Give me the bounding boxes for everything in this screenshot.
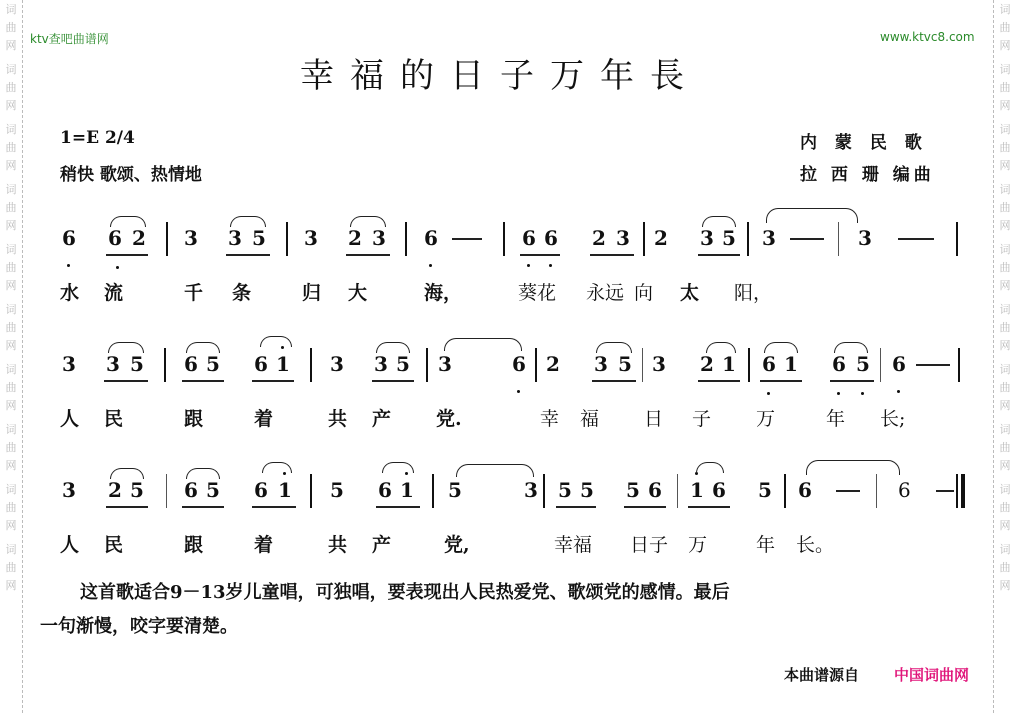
barline: [310, 348, 312, 382]
watermark-char: 词: [5, 303, 17, 316]
watermark-char: 词: [999, 3, 1011, 16]
note: 3: [762, 226, 776, 250]
barline: [432, 474, 434, 508]
lyric: 日: [644, 408, 664, 430]
barline: [643, 222, 645, 256]
eighth-underline: [372, 380, 414, 382]
watermark-char: 网: [5, 459, 17, 472]
watermark-char: 曲: [999, 81, 1011, 94]
performance-note-line-1: 这首歌适合9－13岁儿童唱，可独唱，要表现出人民热爱党、歌颂党的感情。最后: [80, 582, 730, 603]
watermark-char: 网: [999, 459, 1011, 472]
note: 6: [798, 478, 812, 502]
eighth-underline: [760, 380, 802, 382]
lyric: 万: [688, 534, 708, 556]
watermark-char: 曲: [5, 561, 17, 574]
tie: [806, 460, 900, 475]
slur: [696, 462, 724, 473]
note: 3: [438, 352, 452, 376]
eighth-underline: [346, 254, 390, 256]
tempo-expression: 稍快 歌颂、热情地: [60, 165, 202, 185]
note: 3: [106, 352, 120, 376]
performance-note: [40, 576, 980, 644]
watermark-char: 词: [5, 183, 17, 196]
lyric: 太: [680, 282, 700, 304]
lyric: 阳，: [734, 282, 773, 304]
watermark-char: 网: [999, 99, 1011, 112]
slur: [706, 342, 736, 353]
eighth-underline: [252, 506, 296, 508]
lyric: 年: [826, 408, 846, 430]
eighth-underline: [688, 506, 730, 508]
note: 3: [524, 478, 538, 502]
lyric: 海，: [424, 282, 463, 304]
slur: [834, 342, 868, 353]
note: 3: [652, 352, 666, 376]
song-arranger: 拉 西 珊 编曲: [800, 165, 935, 185]
watermark-char: 曲: [5, 381, 17, 394]
note: 2: [132, 226, 146, 250]
watermark-char: 词: [5, 3, 17, 16]
watermark-char: 词: [5, 543, 17, 556]
site-url-right: www.ktvc8.com: [880, 30, 975, 44]
watermark-char: 曲: [5, 81, 17, 94]
eighth-underline: [376, 506, 420, 508]
watermark-char: 曲: [999, 141, 1011, 154]
watermark-char: 网: [5, 39, 17, 52]
note: 5: [130, 352, 144, 376]
lyric: 大: [348, 282, 368, 304]
barline: [426, 348, 428, 382]
eighth-underline: [106, 254, 148, 256]
note: 5: [626, 478, 640, 502]
eighth-underline: [182, 380, 224, 382]
note: 1: [690, 478, 704, 502]
slur: [186, 468, 220, 479]
slur: [260, 336, 292, 347]
lyric: 产: [372, 534, 392, 556]
lyric: 万: [756, 408, 776, 430]
eighth-underline: [226, 254, 270, 256]
watermark-char: 网: [999, 519, 1011, 532]
slur: [110, 216, 146, 227]
barline: [164, 348, 166, 382]
watermark-char: 曲: [999, 441, 1011, 454]
note: 2: [592, 226, 606, 250]
low-octave-dot: [116, 266, 119, 269]
barline: [956, 222, 958, 256]
watermark-char: 曲: [999, 201, 1011, 214]
watermark-char: 网: [999, 339, 1011, 352]
note: 6: [254, 478, 268, 502]
note: 3: [700, 226, 714, 250]
watermark-char: 曲: [999, 381, 1011, 394]
note: 3: [594, 352, 608, 376]
barline: [876, 474, 877, 508]
lyric: 流: [104, 282, 124, 304]
watermark-char: 词: [999, 423, 1011, 436]
hold-dash: [790, 238, 824, 240]
note: 6: [184, 352, 198, 376]
lyric: 幸福: [554, 534, 593, 556]
lyric: 跟: [184, 408, 204, 430]
watermark-char: 网: [5, 159, 17, 172]
low-octave-dot: [767, 392, 770, 395]
watermark-char: 网: [999, 159, 1011, 172]
slur: [108, 342, 144, 353]
lyric: 水: [60, 282, 80, 304]
site-name-left: ktv查吧曲谱网: [30, 32, 109, 46]
watermark-char: 词: [5, 483, 17, 496]
note: 1: [400, 478, 414, 502]
lyric: 共: [328, 408, 348, 430]
low-octave-dot: [517, 390, 520, 393]
lyric: 党,: [444, 534, 470, 556]
barline: [286, 222, 288, 256]
low-octave-dot: [837, 392, 840, 395]
lyric: 人: [60, 408, 80, 430]
note: 6: [184, 478, 198, 502]
note: 3: [372, 226, 386, 250]
lyric: 着: [254, 534, 274, 556]
watermark-char: 词: [999, 243, 1011, 256]
barline: [747, 222, 749, 256]
barline: [784, 474, 786, 508]
note: 6: [108, 226, 122, 250]
note: 6: [892, 352, 906, 376]
note: 2: [348, 226, 362, 250]
barline: [748, 348, 750, 382]
watermark-char: 曲: [5, 501, 17, 514]
watermark-char: 曲: [5, 321, 17, 334]
note: 6: [522, 226, 536, 250]
note: 2: [546, 352, 560, 376]
note: 5: [206, 478, 220, 502]
watermark-char: 词: [5, 363, 17, 376]
barline: [310, 474, 312, 508]
watermark-char: 曲: [5, 141, 17, 154]
note: 3: [330, 352, 344, 376]
slur: [596, 342, 632, 353]
low-octave-dot: [429, 264, 432, 267]
low-octave-dot: [861, 392, 864, 395]
note: 3: [184, 226, 198, 250]
watermark-char: 曲: [5, 201, 17, 214]
lyric: 千: [184, 282, 204, 304]
watermark-char: 词: [5, 63, 17, 76]
barline: [166, 474, 167, 508]
note: 3: [858, 226, 872, 250]
lyric: 葵花: [518, 282, 557, 304]
slur: [376, 342, 410, 353]
note: 6: [712, 478, 726, 502]
note: 5: [856, 352, 870, 376]
eighth-underline: [556, 506, 596, 508]
watermark-char: 网: [5, 399, 17, 412]
lyric: 福: [580, 408, 600, 430]
note: 5: [396, 352, 410, 376]
watermark-char: 词: [999, 483, 1011, 496]
watermark-char: 词: [5, 123, 17, 136]
tie: [766, 208, 858, 223]
lyric: 子: [692, 408, 712, 430]
note: 5: [758, 478, 772, 502]
tie: [444, 338, 522, 351]
note: 1: [276, 352, 290, 376]
lyric: 跟: [184, 534, 204, 556]
note: 2: [108, 478, 122, 502]
note: 1: [722, 352, 736, 376]
note: 3: [304, 226, 318, 250]
slur: [262, 462, 292, 473]
score-row-1: [0, 226, 1016, 304]
note: 5: [722, 226, 736, 250]
note: 5: [580, 478, 594, 502]
slur: [382, 462, 414, 473]
slur: [230, 216, 266, 227]
watermark-char: 网: [5, 579, 17, 592]
lyric: 条: [232, 282, 252, 304]
eighth-underline: [624, 506, 666, 508]
note: 6: [544, 226, 558, 250]
key-signature: 1=E 2/4: [60, 128, 135, 148]
score-row-2: [0, 352, 1016, 430]
lyric: 民: [104, 534, 124, 556]
watermark-char: 网: [5, 279, 17, 292]
lyric: 着: [254, 408, 274, 430]
watermark-char: 网: [5, 99, 17, 112]
lyric: 党.: [436, 408, 462, 430]
song-title: 幸福的日子万年長: [300, 56, 700, 96]
note: 3: [62, 352, 76, 376]
watermark-char: 网: [999, 39, 1011, 52]
eighth-underline: [252, 380, 294, 382]
note: 5: [558, 478, 572, 502]
eighth-underline: [182, 506, 224, 508]
lyric: 永远: [586, 282, 625, 304]
note: 3: [616, 226, 630, 250]
watermark-char: 曲: [999, 501, 1011, 514]
watermark-char: 曲: [999, 21, 1011, 34]
watermark-char: 网: [5, 219, 17, 232]
performance-note-line-2: 一句渐慢，咬字要清楚。: [40, 616, 238, 637]
note: 6: [512, 352, 526, 376]
note: 3: [374, 352, 388, 376]
watermark-char: 网: [5, 339, 17, 352]
watermark-char: 曲: [999, 561, 1011, 574]
note: 5: [618, 352, 632, 376]
barline: [642, 348, 643, 382]
hold-dash: [916, 364, 950, 366]
eighth-underline: [104, 380, 148, 382]
hold-dash: [898, 238, 934, 240]
final-barline-thick: [961, 474, 965, 508]
lyric: 长;: [880, 408, 906, 430]
watermark-char: 网: [999, 219, 1011, 232]
watermark-char: 词: [999, 303, 1011, 316]
lyric: 共: [328, 534, 348, 556]
low-octave-dot: [897, 390, 900, 393]
barline: [503, 222, 505, 256]
note: 6: [62, 226, 76, 250]
note: 6: [832, 352, 846, 376]
barline: [535, 348, 537, 382]
watermark-char: 曲: [999, 321, 1011, 334]
hold-dash: [452, 238, 482, 240]
tie: [456, 464, 534, 477]
eighth-underline: [698, 380, 740, 382]
note: 1: [784, 352, 798, 376]
lyric: 长。: [796, 534, 835, 556]
watermark-char: 曲: [999, 261, 1011, 274]
note: 6: [648, 478, 662, 502]
barline: [405, 222, 407, 256]
eighth-underline: [590, 254, 634, 256]
watermark-char: 网: [5, 519, 17, 532]
hold-dash: [936, 490, 954, 492]
low-octave-dot: [67, 264, 70, 267]
song-origin: 内 蒙 民 歌: [800, 133, 928, 153]
watermark-char: 词: [999, 63, 1011, 76]
watermark-char: 词: [5, 243, 17, 256]
note: 5: [330, 478, 344, 502]
eighth-underline: [698, 254, 740, 256]
slur: [110, 468, 144, 479]
watermark-char: 词: [999, 543, 1011, 556]
watermark-char: 曲: [5, 21, 17, 34]
barline: [838, 222, 839, 256]
note: 3: [62, 478, 76, 502]
barline: [166, 222, 168, 256]
slur: [702, 216, 736, 227]
low-octave-dot: [527, 264, 530, 267]
lyric: 人: [60, 534, 80, 556]
final-barline-thin: [956, 474, 958, 508]
note: 6: [762, 352, 776, 376]
credit-prefix: 本曲谱源自: [784, 666, 860, 684]
note: 5: [206, 352, 220, 376]
watermark-char: 网: [999, 579, 1011, 592]
lyric: 归: [302, 282, 322, 304]
note: 5: [448, 478, 462, 502]
eighth-underline: [830, 380, 874, 382]
note: 6: [898, 478, 911, 502]
barline: [677, 474, 678, 508]
lyric: 民: [104, 408, 124, 430]
lyric: 向: [634, 282, 654, 304]
lyric: 产: [372, 408, 392, 430]
barline: [880, 348, 881, 382]
watermark-char: 曲: [5, 441, 17, 454]
score-row-3: [0, 478, 1016, 556]
note: 6: [424, 226, 438, 250]
note: 2: [654, 226, 668, 250]
lyric: 年: [756, 534, 776, 556]
watermark-char: 词: [999, 363, 1011, 376]
note: 1: [278, 478, 292, 502]
note: 2: [700, 352, 714, 376]
credit-source-link[interactable]: 中国词曲网: [894, 666, 970, 684]
note: 3: [228, 226, 242, 250]
slur: [350, 216, 386, 227]
note: 5: [252, 226, 266, 250]
watermark-char: 词: [999, 123, 1011, 136]
hold-dash: [836, 490, 860, 492]
barline: [958, 348, 960, 382]
note: 6: [378, 478, 392, 502]
note: 6: [254, 352, 268, 376]
watermark-char: 词: [5, 423, 17, 436]
low-octave-dot: [549, 264, 552, 267]
watermark-char: 词: [999, 183, 1011, 196]
slur: [186, 342, 220, 353]
watermark-char: 网: [999, 279, 1011, 292]
eighth-underline: [592, 380, 636, 382]
watermark-char: 曲: [5, 261, 17, 274]
eighth-underline: [106, 506, 148, 508]
note: 5: [130, 478, 144, 502]
lyric: 幸: [540, 408, 560, 430]
watermark-char: 网: [999, 399, 1011, 412]
barline: [543, 474, 545, 508]
lyric: 日子: [630, 534, 669, 556]
slur: [764, 342, 798, 353]
eighth-underline: [520, 254, 560, 256]
